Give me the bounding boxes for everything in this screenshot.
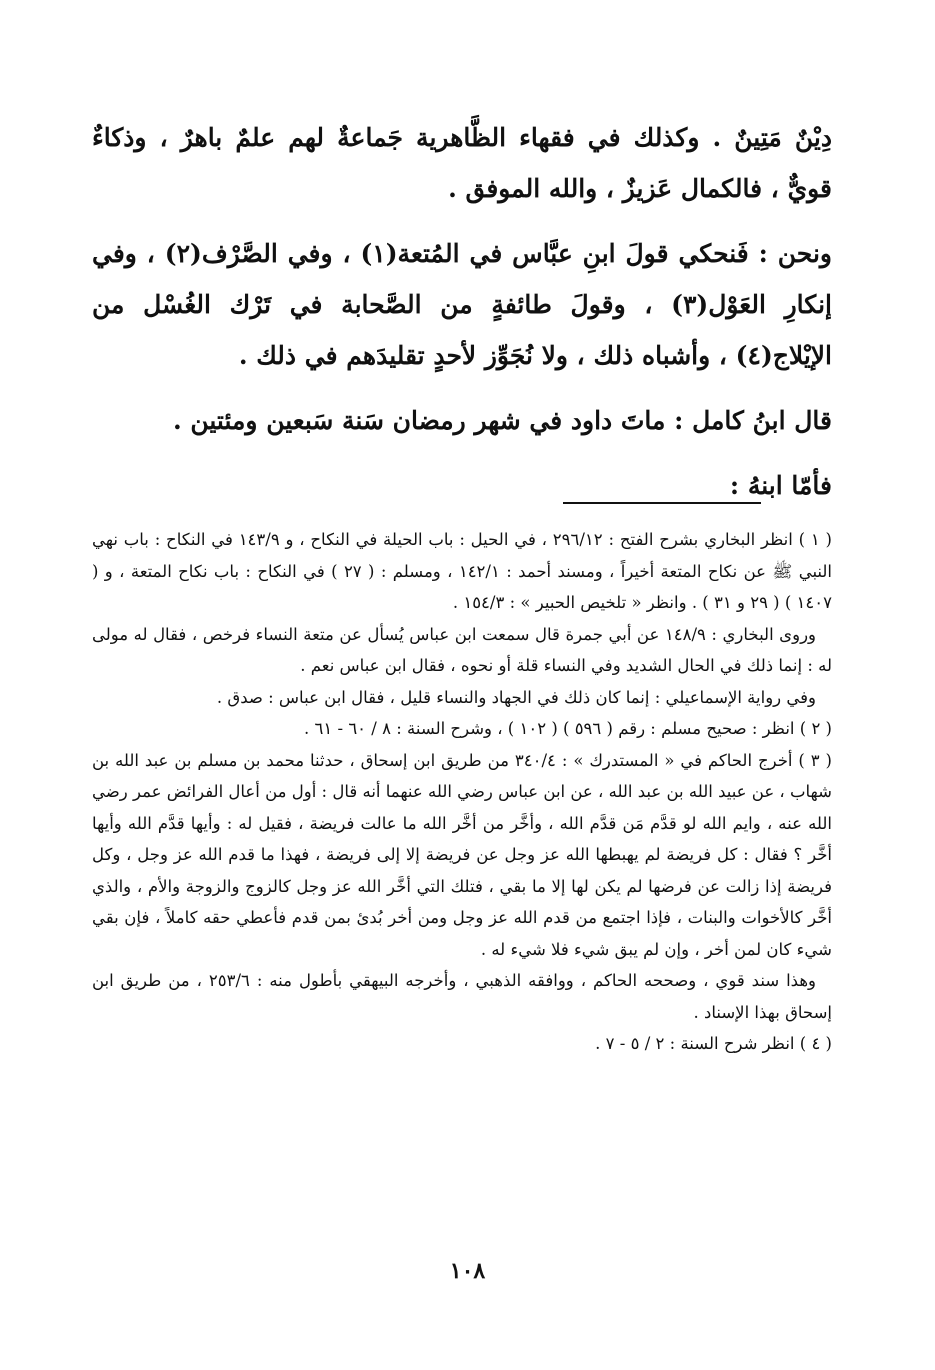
footnote-3-continued: وهذا سند قوي ، وصححه الحاكم ، ووافقه الذهبي ، وأخرجه البيهقي بأطول منه : ٢٥٣/٦ ، من طريق ابن إسحاق بهذا الإسناد . [92,971,832,1022]
footnote-separator [563,502,761,504]
footnote-2: ( ٢ ) انظر : صحيح مسلم : رقم ( ٥٩٦ ) ( ١٠٢ ) ، وشرح السنة : ٨ / ٦٠ - ٦١ . [304,719,832,738]
main-paragraph-3: قال ابنُ كامل : ماتَ داود في شهر رمضان سَنة سَبعين ومئتين . [172,406,832,435]
footnote-1-continued: وروى البخاري : ١٤٨/٩ عن أبي جمرة قال سمعت ابن عباس يُسأل عن متعة النساء فرخص ، فقال له مولى له : إنما ذلك في الحال الشديد وفي النساء قلة أو نحوه ، فقال ابن عباس نعم . [92,624,832,675]
main-paragraph-1: دِيْنٌ مَتِينٌ . وكذلك في فقهاء الظَّاهرية جَماعةٌ لهم علمٌ باهرٌ ، وذكاءٌ قويٌّ ، فالكمال عَزيزٌ ، والله الموفق . [92,123,832,203]
main-paragraph-2: ونحن : فَنحكي قولَ ابنِ عبَّاس في المُتعة(١) ، وفي الصَّرْف(٢) ، وفي إنكارِ العَوْل(٣) ، وقولَ طائفةٍ من الصَّحابة في تَرْك الغُسْل من الإيْلاج(٤) ، وأشباه ذلك ، ولا نُجَوِّز لأحدٍ تقليدَهم في ذلك . [92,239,832,370]
footnotes [92,524,832,1060]
footnote-1: ( ١ ) انظر البخاري بشرح الفتح : ٢٩٦/١٢ ، في الحيل : باب الحيلة في النكاح ، و ١٤٣/٩ في النكاح : باب نهي النبي ﷺ عن نكاح المتعة أخيراً ، ومسند أحمد : ١٤٢/١ ، ومسلم : ( ٢٧ ) في النكاح : باب نكاح المتعة ، و ( ١٤٠٧ ) ( ٢٩ و ٣١ ) . وانظر « تلخيص الحبير » : ١٥٤/٣ . [92,530,833,612]
main-text [92,112,832,511]
footnote-1-continued-2: وفي رواية الإسماعيلي : إنما كان ذلك في الجهاد والنساء قليل ، فقال ابن عباس : صدق . [216,687,816,707]
main-paragraph-4: فأمّا ابنهُ : [729,471,832,500]
footnote-4: ( ٤ ) انظر شرح السنة : ٢ / ٥ - ٧ . [595,1034,832,1053]
page-number: ١٠٨ [449,1258,486,1284]
footnote-3: ( ٣ ) أخرج الحاكم في « المستدرك » : ٣٤٠/٤ من طريق ابن إسحاق ، حدثنا محمد بن مسلم بن عبد الله بن شهاب ، عن عبيد الله بن عبد الله ، عن ابن عباس رضي الله عنهما أنه قال : أول من أعال الفرائض عمر رضي الله عنه ، وايم الله لو قدَّم مَن قدَّم الله ، وأخَّر من أخَّر الله ما عالت فريضة ، فقيل له : وأيها قدَّم الله وأيها أخَّر ؟ فقال : كل فريضة لم يهبطها الله عز وجل عن فريضة إلا إلى فريضة ، فهذا ما قدم الله عز وجل ، وكل فريضة إذا زالت عن فرضها لم يكن لها إلا ما بقي ، فتلك التي أخَّر الله عز وجل كالزوج والزوجة والأم ، والذي أخَّر كالأخوات والبنات ، فإذا اجتمع من قدم الله عز وجل ومن أخر بُدئ بمن قدم فأعطي حقه كاملاً ، فإن بقي شيء كان لمن أخر ، وإن لم يبق شيء فلا شيء له . [92,750,832,959]
